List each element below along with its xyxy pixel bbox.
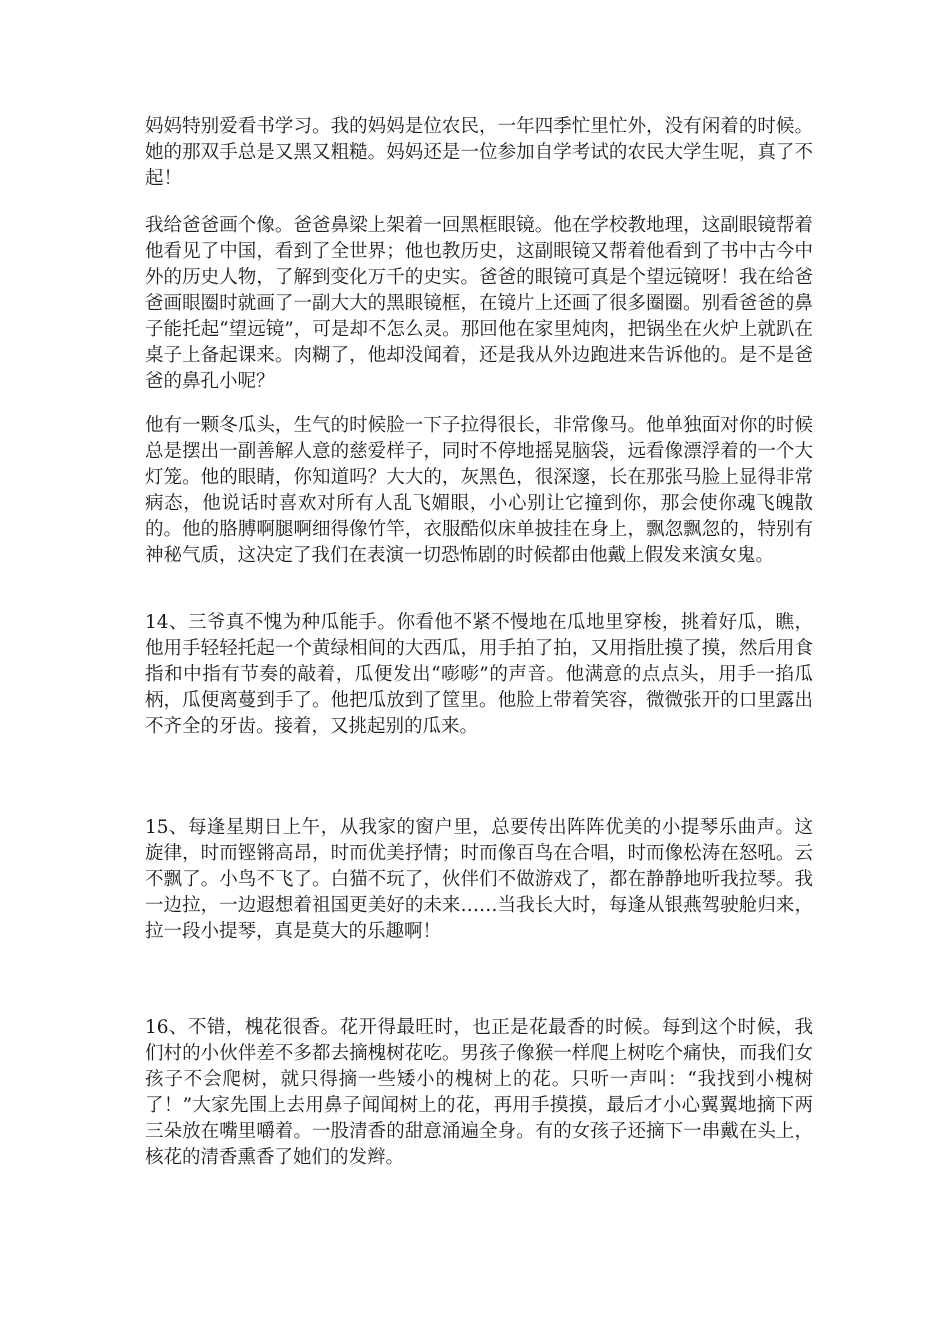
paragraph-winter-melon-head: 他有一颗冬瓜头，生气的时候脸一下子拉得很长，非常像马。他单独面对你的时候总是摆出一副善解人意的慈爱样子，同时不停地摇晃脑袋，远看像漂浮着的一个大灯笼。他的眼睛，你知道吗？大大的，灰黑色，很深邃，长在那张马脸上显得非常病态，他说话时喜欢对所有人乱飞媚眼，小心别让它撞到你，那会使你魂飞魄散的。他的胳膊啊腿啊细得像竹竿，衣服酷似床单披挂在身上，飘忽飘忽的，特别有神秘气质，这决定了我们在表演一切恐怖剧的时候都由他戴上假发来演女鬼。 <box>145 415 813 566</box>
paragraph-father-glasses: 我给爸爸画个像。爸爸鼻梁上架着一回黑框眼镜。他在学校教地理，这副眼镜帮着他看见了中国，看到了全世界；他也教历史，这副眼镜又帮着他看到了书中古今中外的历史人物，了解到变化万千的史实。爸爸的眼镜可真是个望远镜呀！我在给爸爸画眼圈时就画了一副大大的黑眼镜框，在镜片上还画了很多圈圈。别看爸爸的鼻子能托起“望远镜”，可是却不怎么灵。那回他在家里炖肉，把锅坐在火炉上就趴在桌子上备起课来。肉糊了，他却没闻着，还是我从外边跑进来告诉他的。是不是爸爸的鼻孔小呢？ <box>145 215 813 392</box>
paragraph-16-locust-flowers: 16、不错，槐花很香。花开得最旺时，也正是花最香的时候。每到这个时候，我们村的小伙伴差不多都去摘槐树花吃。男孩子像猴一样爬上树吃个痛快，而我们女孩子不会爬树，就只得摘一些矮小的槐树上的花。只听一声叫：“我找到小槐树了！”大家先围上去用鼻子闻闻树上的花，再用手摸摸，最后才小心翼翼地摘下两三朵放在嘴里嚼着。一股清香的甜意涌遍全身。有的女孩子还摘下一串戴在头上，核花的清香熏香了她们的发辫。 <box>145 1017 813 1168</box>
paragraph-15-violin: 15、每逢星期日上午，从我家的窗户里，总要传出阵阵优美的小提琴乐曲声。这旋律，时而铿锵高昂，时而优美抒情；时而像百鸟在合唱，时而像松涛在怒吼。云不飘了。小鸟不飞了。白猫不玩了，伙伴们不做游戏了，都在静静地听我拉琴。我一边拉，一边遐想着祖国更美好的未来……当我长大时，每逢从银燕驾驶舱归来，拉一段小提琴，真是莫大的乐趣啊！ <box>145 817 813 942</box>
paragraph-mother: 妈妈特别爱看书学习。我的妈妈是位农民，一年四季忙里忙外，没有闲着的时候。她的那双手总是又黑又粗糙。妈妈还是一位参加自学考试的农民大学生呢，真了不起！ <box>145 116 813 189</box>
paragraph-14-melon-grower: 14、三爷真不愧为种瓜能手。你看他不紧不慢地在瓜地里穿梭，挑着好瓜，瞧，他用手轻轻托起一个黄绿相间的大西瓜，用手拍了拍，又用指肚摸了摸，然后用食指和中指有节奏的敲着，瓜便发出“嘭嘭”的声音。他满意的点点头，用手一掐瓜柄，瓜便离蔓到手了。他把瓜放到了筐里。他脸上带着笑容，微微张开的口里露出不齐全的牙齿。接着，又挑起别的瓜来。 <box>145 612 813 737</box>
